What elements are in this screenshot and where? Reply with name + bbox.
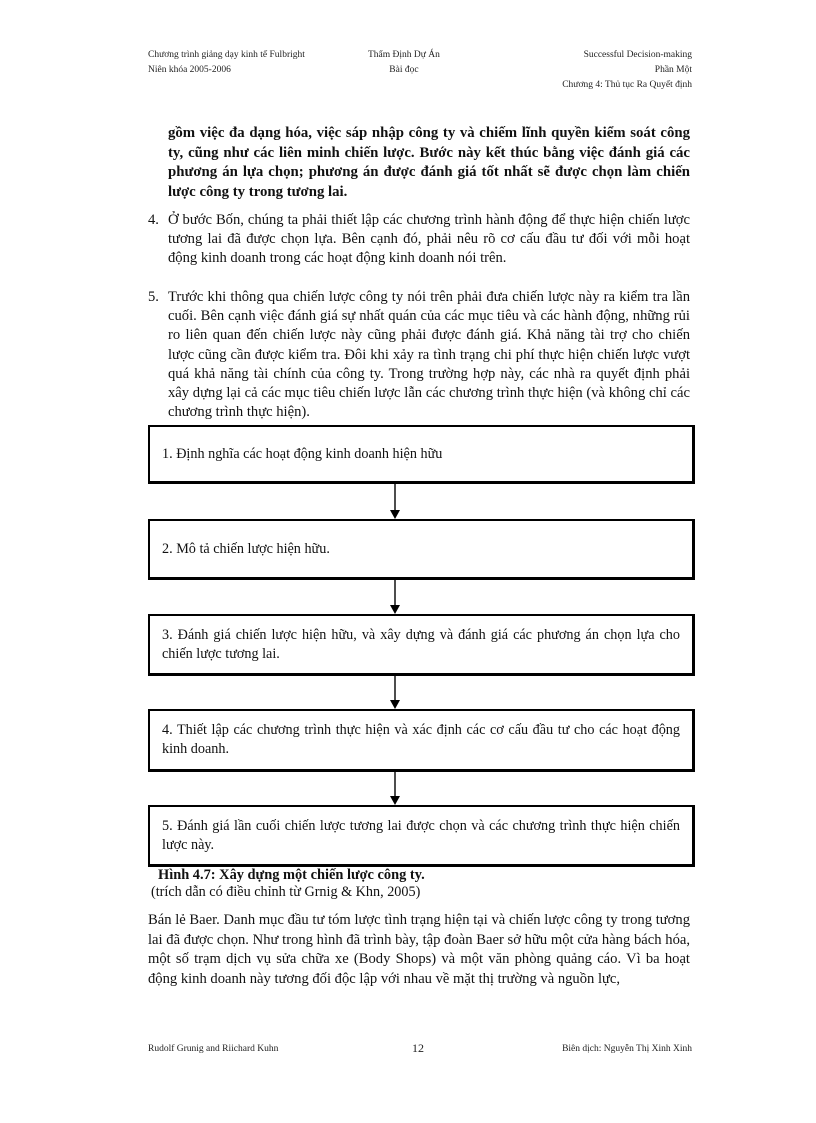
header-book-title: Successful Decision-making	[583, 50, 692, 60]
flowchart-arrow-4	[385, 772, 405, 805]
list-item-text: Ở bước Bốn, chúng ta phải thiết lập các chương trình hành động để thực hiện chiến lược tương lai đã được chọn lựa. Bên cạnh đó, phải nêu rõ cơ cấu đầu tư đối với mỗi hoạt động kinh doanh trong các hoạt động kinh doanh nói trên.	[168, 212, 690, 267]
flowchart-step-text: 1. Định nghĩa các hoạt động kinh doanh hiện hữu	[162, 445, 443, 462]
page-number: 12	[412, 1041, 424, 1055]
flowchart-step-1	[148, 425, 695, 484]
list-item-text: Trước khi thông qua chiến lược công ty nói trên phải đưa chiến lược này ra kiểm tra lần cuối. Bên cạnh việc đánh giá sự nhất quán của các mục tiêu và các hành động, những rủi ro liên quan đến chiến lược này cũng phải được đánh giá. Khả năng tài trợ cho chiến lược cũng cần được kiểm tra. Đôi khi xảy ra tình trạng chi phí thực hiện chiến lược vượt quá khả năng tài chính của công ty. Trong trường hợp này, các nhà ra quyết định phải xây dựng lại cả các mục tiêu chiến lược lẫn các chương trình thực hiện (và không chỉ các chương trình thực hiện).	[168, 289, 690, 421]
header-program: Chương trình giảng dạy kinh tế Fulbright	[148, 50, 305, 60]
flowchart-step-text: 4. Thiết lập các chương trình thực hiện và xác định các cơ cấu đầu tư cho các hoạt động kinh doanh.	[162, 722, 680, 757]
flowchart-arrow-1	[385, 484, 405, 519]
header-doc-type: Bài đọc	[389, 65, 419, 75]
figure-source: (trích dẫn có điều chỉnh từ Grnig & Khn, 2005)	[151, 884, 421, 900]
list-item-number: 4.	[148, 212, 159, 228]
list-item-number: 5.	[148, 289, 159, 305]
header-part: Phần Một	[654, 65, 692, 75]
flowchart-step-5	[148, 805, 695, 867]
body-paragraph: Bán lẻ Baer. Danh mục đầu tư tóm lược tình trạng hiện tại và chiến lược công ty trong tương lai đã được chọn. Như trong hình đã trình bày, tập đoàn Baer sở hữu một cửa hàng bách hóa, một số trạm dịch vụ sửa chữa xe (Body Shops) và một văn phòng quảng cáo. Vì ba hoạt động kinh doanh này tương đối độc lập với nhau về mặt thị trường và nguồn lực,	[148, 912, 690, 987]
flowchart-arrow-2	[385, 580, 405, 614]
flowchart-step-text: 3. Đánh giá chiến lược hiện hữu, và xây dựng và đánh giá các phương án chọn lựa cho chiến lược tương lai.	[162, 626, 680, 662]
list-item-5	[148, 288, 690, 422]
flowchart-arrow-3	[385, 676, 405, 709]
flowchart-step-3	[148, 614, 695, 676]
figure-caption: Hình 4.7: Xây dựng một chiến lược công ty.	[158, 867, 425, 883]
intro-bold-paragraph: gồm việc đa dạng hóa, việc sáp nhập công ty và chiếm lĩnh quyền kiểm soát công ty, cũng như các liên minh chiến lược. Bước này kết thúc bằng việc đánh giá các phương án lựa chọn; phương án được đánh giá tốt nhất sẽ được chọn làm chiến lược công ty trong tương lai.	[168, 125, 690, 200]
header-right	[562, 48, 692, 93]
header-year: Niên khóa 2005-2006	[148, 65, 231, 75]
flowchart-step-2	[148, 519, 695, 580]
header-chapter: Chương 4: Thủ tục Ra Quyết định	[562, 80, 692, 90]
header-center	[368, 48, 440, 78]
flowchart-step-4	[148, 709, 695, 772]
header-course: Thẩm Định Dự Án	[368, 50, 440, 60]
flowchart-step-text: 2. Mô tả chiến lược hiện hữu.	[162, 540, 330, 557]
header-left	[148, 48, 305, 78]
footer-translator: Biên dịch: Nguyễn Thị Xinh Xinh	[562, 1044, 692, 1054]
flowchart-step-text: 5. Đánh giá lần cuối chiến lược tương lai được chọn và các chương trình thực hiện chiến lược này.	[162, 817, 680, 853]
footer-authors: Rudolf Grunig and Riichard Kuhn	[148, 1044, 279, 1054]
list-item-4	[148, 211, 690, 269]
